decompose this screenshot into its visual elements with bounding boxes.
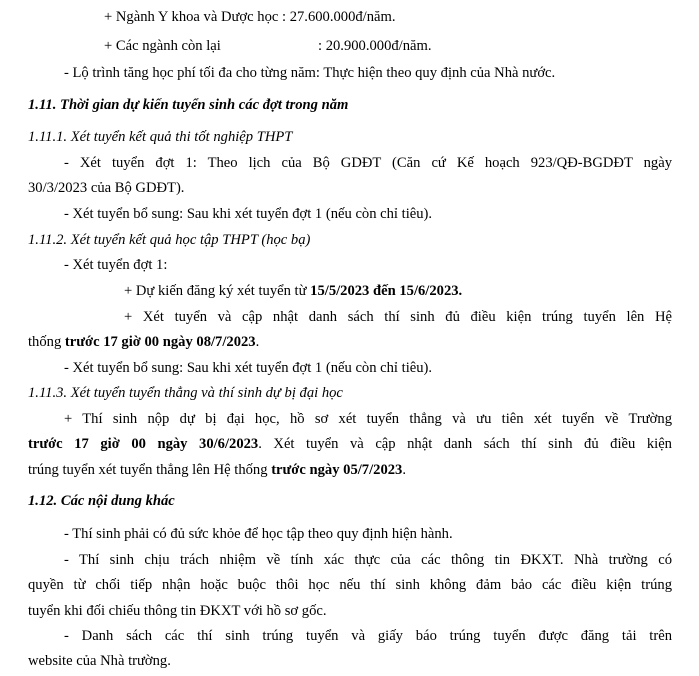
update-deadline: trước 17 giờ 00 ngày 08/7/2023: [64, 334, 256, 350]
round1-text-line1: - Xét tuyển đợt 1: Theo lịch của Bộ GDĐT (Căn cứ Kế hoạch 923/QĐ-BGDĐT ngày: [64, 155, 672, 171]
registration-date-range: 15/5/2023 đến 15/6/2023.: [310, 283, 463, 299]
fee-medicine-value: : 27.600.000đ/năm.: [282, 9, 396, 25]
section-1-11-3-title: 1.11.3. Xét tuyển tuyển thẳng và thí sinh dự bị đại học: [28, 385, 343, 401]
results-list-line2: website của Nhà trường.: [28, 653, 171, 669]
fee-others-label: + Các ngành còn lại: [104, 38, 221, 54]
fee-medicine-label: + Ngành Y khoa và Dược học: [104, 9, 279, 25]
round1-label-2: - Xét tuyển đợt 1:: [64, 257, 168, 273]
direct-admission-line2-rest: . Xét tuyển và cập nhật danh sách thí sinh đủ điều kiện: [258, 436, 672, 452]
direct-admission-line3: [28, 461, 406, 479]
fee-others: [104, 37, 432, 55]
submission-deadline: trước 17 giờ 00 ngày 30/6/2023: [28, 436, 259, 452]
section-1-11-2-title: 1.11.2. Xét tuyển kết quả học tập THPT (học bạ): [28, 232, 311, 248]
section-1-11-1-title: 1.11.1. Xét tuyển kết quả thi tốt nghiệp THPT: [28, 129, 293, 145]
registration-dates: [124, 282, 462, 300]
responsibility-line2: quyền từ chối tiếp nhận hoặc buộc thôi học nếu thí sinh không đảm bảo các điều kiện trúng: [28, 577, 672, 593]
results-list-line1: - Danh sách các thí sinh trúng tuyển và giấy báo trúng tuyển được đăng tải trên: [64, 628, 672, 644]
update-text-line1: + Xét tuyển và cập nhật danh sách thí sinh đủ điều kiện trúng tuyển lên Hệ: [124, 309, 672, 325]
round1-text-line2: 30/3/2023 của Bộ GDĐT).: [28, 180, 185, 196]
update-suffix: .: [255, 334, 260, 350]
direct-admission-line3-suffix: .: [402, 462, 406, 478]
update-text-line2: [28, 333, 259, 351]
health-requirement: - Thí sinh phải có đủ sức khỏe để học tập theo quy định hiện hành.: [64, 526, 453, 542]
direct-admission-line2: [28, 435, 672, 453]
fee-roadmap: - Lộ trình tăng học phí tối đa cho từng năm: Thực hiện theo quy định của Nhà nước.: [64, 65, 556, 81]
registration-prefix: + Dự kiến đăng ký xét tuyển từ: [124, 283, 311, 299]
supplement-text-1: - Xét tuyển bổ sung: Sau khi xét tuyển đợt 1 (nếu còn chỉ tiêu).: [64, 206, 433, 222]
direct-admission-line3-prefix: trúng tuyển xét tuyển thẳng lên Hệ thống: [28, 462, 272, 478]
section-1-11-title: 1.11. Thời gian dự kiến tuyển sinh các đợt trong năm: [28, 97, 349, 113]
update-prefix: thống: [28, 334, 65, 350]
responsibility-line3: tuyển khi đối chiếu thông tin ĐKXT với hồ sơ gốc.: [28, 603, 327, 619]
fee-others-value: : 20.900.000đ/năm.: [318, 38, 432, 54]
section-1-12-title: 1.12. Các nội dung khác: [28, 493, 175, 509]
direct-admission-deadline: trước ngày 05/7/2023: [271, 462, 403, 478]
direct-admission-line1: + Thí sinh nộp dự bị đại học, hồ sơ xét tuyển thẳng và ưu tiên xét tuyển về Trường: [64, 411, 672, 427]
responsibility-line1: - Thí sinh chịu trách nhiệm về tính xác thực của các thông tin ĐKXT. Nhà trường có: [64, 552, 672, 568]
supplement-text-2: - Xét tuyển bổ sung: Sau khi xét tuyển đợt 1 (nếu còn chỉ tiêu).: [64, 360, 433, 376]
fee-medicine: [104, 8, 396, 26]
